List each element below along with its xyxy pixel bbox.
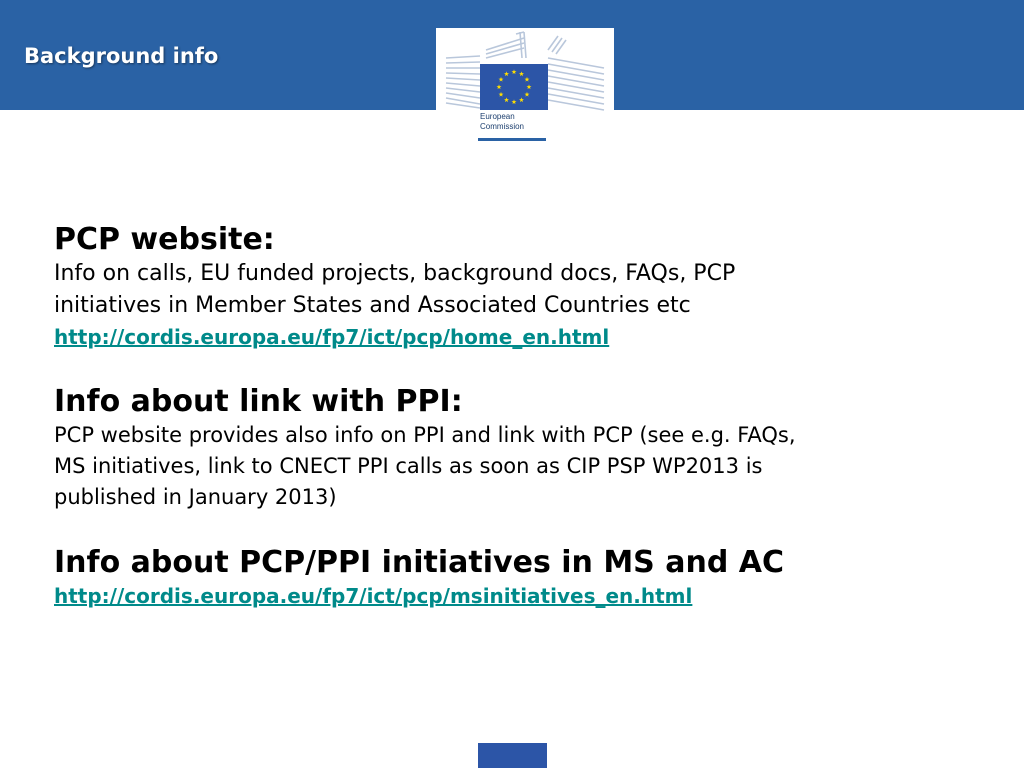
spacer	[54, 513, 994, 545]
section-heading: Info about PCP/PPI initiatives in MS and AC	[54, 545, 784, 580]
pcp-home-link[interactable]: http://cordis.europa.eu/fp7/ict/pcp/home_en.html	[54, 325, 610, 349]
section-initiatives	[54, 545, 994, 611]
section-pcp-website	[54, 222, 994, 352]
slide-title: Background info	[24, 44, 219, 68]
logo-text	[480, 112, 524, 132]
section-heading: PCP website:	[54, 222, 275, 257]
section-text-line: initiatives in Member States and Associated Countries etc	[54, 293, 691, 318]
eu-flag-icon	[478, 743, 547, 768]
section-ppi-link	[54, 384, 994, 513]
berlaymont-building-icon	[436, 28, 614, 112]
section-text-line: Info on calls, EU funded projects, background docs, FAQs, PCP	[54, 261, 736, 286]
spacer	[54, 352, 994, 384]
section-text-line: PCP website provides also info on PPI and link with PCP (see e.g. FAQs,	[54, 423, 796, 447]
msinitiatives-link[interactable]: http://cordis.europa.eu/fp7/ict/pcp/msinitiatives_en.html	[54, 584, 693, 608]
section-text-line: published in January 2013)	[54, 485, 337, 509]
slide-content	[54, 222, 994, 611]
logo-text-line2: Commission	[480, 122, 525, 131]
european-commission-logo	[436, 28, 614, 144]
logo-underline	[478, 138, 546, 141]
section-heading: Info about link with PPI:	[54, 384, 463, 419]
logo-text-line1: European	[480, 112, 515, 121]
section-text-line: MS initiatives, link to CNECT PPI calls as soon as CIP PSP WP2013 is	[54, 454, 763, 478]
